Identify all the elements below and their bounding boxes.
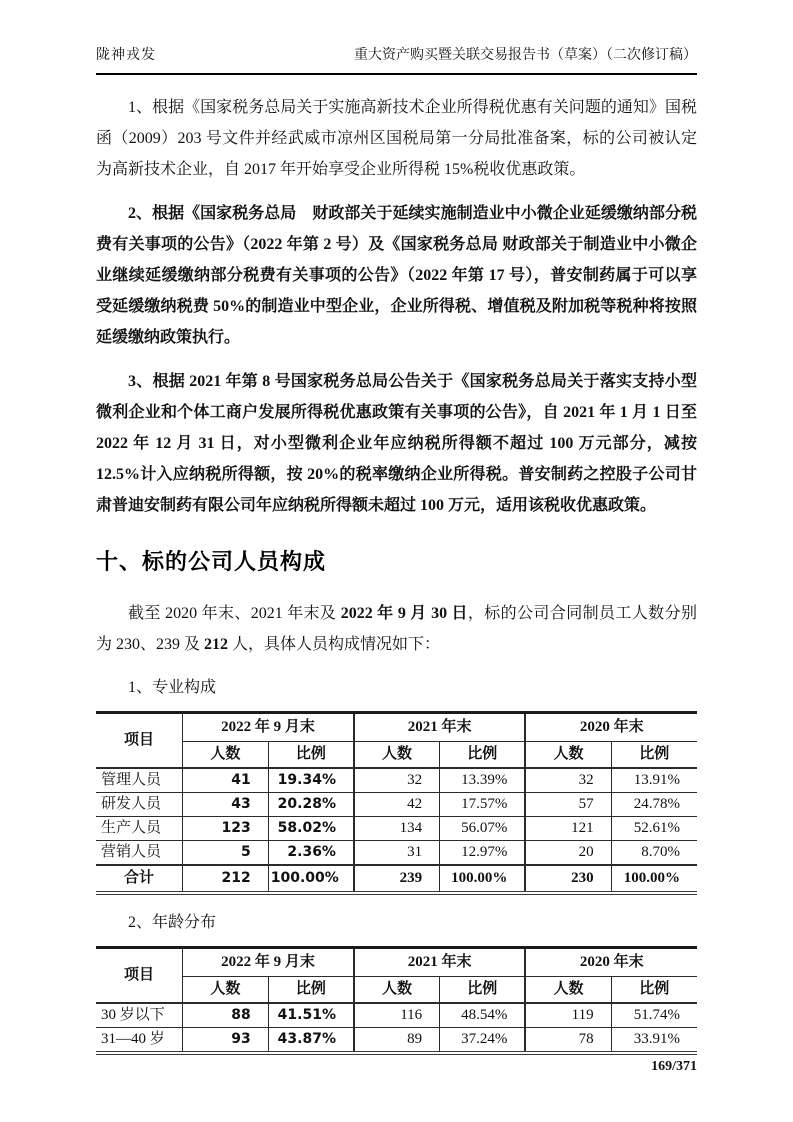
- value-cell: 41.51%: [268, 1003, 354, 1028]
- value-cell: 5: [183, 841, 269, 866]
- header-left-text: 陇神戎发: [96, 48, 156, 63]
- value-cell: 57: [525, 793, 611, 817]
- table-row: [96, 1003, 697, 1028]
- table-row: [96, 793, 697, 817]
- row-label: 31—40 岁: [96, 1028, 183, 1054]
- value-cell: 116: [354, 1003, 440, 1028]
- row-label: 管理人员: [96, 768, 183, 793]
- value-cell: 13.39%: [440, 768, 526, 793]
- value-cell: 56.07%: [440, 817, 526, 841]
- value-cell: 42: [354, 793, 440, 817]
- col-subheader: 人数: [525, 977, 611, 1004]
- value-cell: 88: [183, 1003, 269, 1028]
- value-cell: 17.57%: [440, 793, 526, 817]
- value-cell: 33.91%: [611, 1028, 697, 1054]
- value-cell: 123: [183, 817, 269, 841]
- value-cell: 20: [525, 841, 611, 866]
- col-subheader: 比例: [611, 977, 697, 1004]
- section-heading: 十、标的公司人员构成: [96, 550, 327, 575]
- value-cell: 37.24%: [440, 1028, 526, 1054]
- value-cell: 78: [525, 1028, 611, 1054]
- value-cell: 41: [183, 768, 269, 793]
- paragraph-tax-policy-2: 2、根据《国家税务总局 财政部关于延续实施制造业中小微企业延缓缴纳部分税费有关事项的公告》（2022 年第 2 号）及《国家税务总局 财政部关于制造业中小微企业继续延缓缴纳部分税费有关事项的公告》（2022 年第 17 号），普安制药属于可以享受延缓缴纳税费 50%的制造业中型企业，企业所得税、增值税及附加税等税种将按照延缓缴纳政策执行。: [96, 205, 697, 346]
- age-distribution-table: [96, 946, 697, 1055]
- value-cell: 24.78%: [611, 793, 697, 817]
- text-segment: ，标的公司合同制员工人数分别为 230、239 及: [96, 605, 697, 653]
- value-cell: 121: [525, 817, 611, 841]
- value-cell: 58.02%: [268, 817, 354, 841]
- value-cell: 230: [525, 865, 611, 893]
- table-row: [96, 1028, 697, 1054]
- text-segment: 2022 年 9 月 30 日: [340, 605, 468, 622]
- value-cell: 32: [525, 768, 611, 793]
- value-cell: 12.97%: [440, 841, 526, 866]
- value-cell: 43.87%: [268, 1028, 354, 1054]
- value-cell: 134: [354, 817, 440, 841]
- value-cell: 31: [354, 841, 440, 866]
- row-label: 研发人员: [96, 793, 183, 817]
- header-row-groups: [96, 948, 697, 977]
- row-label: 生产人员: [96, 817, 183, 841]
- col-subheader: 人数: [183, 742, 269, 769]
- col-header-item: 项目: [96, 948, 183, 1004]
- table-head: [96, 948, 697, 1004]
- value-cell: 239: [354, 865, 440, 893]
- col-subheader: 人数: [354, 977, 440, 1004]
- table-row: [96, 817, 697, 841]
- value-cell: 43: [183, 793, 269, 817]
- col-group-header: 2021 年末: [354, 713, 525, 742]
- table-row: [96, 841, 697, 866]
- value-cell: 100.00%: [611, 865, 697, 893]
- value-cell: 19.34%: [268, 768, 354, 793]
- value-cell: 93: [183, 1028, 269, 1054]
- paragraph-tax-policy-3: 3、根据 2021 年第 8 号国家税务总局公告关于《国家税务总局关于落实支持小型微利企业和个体工商户发展所得税优惠政策有关事项的公告》，自 2021 年 1 月 1 日至 2022 年 12 月 31 日，对小型微利企业年应纳税所得额不超过 100 万元部分，减按 12.5%计入应纳税所得额，按 20%的税率缴纳企业所得税。普安制药之控股子公司甘肃普迪安制药有限公司年应纳税所得额未超过 100 万元，适用该税收优惠政策。: [96, 373, 697, 514]
- text-segment: 截至 2020 年末、2021 年末及: [128, 605, 341, 622]
- value-cell: 48.54%: [440, 1003, 526, 1028]
- col-group-header: 2022 年 9 月末: [183, 713, 354, 742]
- col-group-header: 2021 年末: [354, 948, 525, 977]
- table-body: [96, 768, 697, 893]
- col-subheader: 比例: [268, 742, 354, 769]
- col-subheader: 人数: [525, 742, 611, 769]
- text-segment: 212: [204, 636, 229, 653]
- col-group-header: 2020 年末: [525, 713, 697, 742]
- table-row: [96, 768, 697, 793]
- header-row-groups: [96, 713, 697, 742]
- value-cell: 212: [183, 865, 269, 893]
- sub-heading-age: 2、年龄分布: [128, 914, 217, 931]
- value-cell: 13.91%: [611, 768, 697, 793]
- page-header: [96, 46, 697, 75]
- paragraph-tax-policy-1: 1、根据《国家税务总局关于实施高新技术企业所得税优惠有关问题的通知》国税函（2009）203 号文件并经武威市凉州区国税局第一分局批准备案，标的公司被认定为高新技术企业，自 2017 年开始享受企业所得税 15%税收优惠政策。: [96, 99, 697, 178]
- row-label: 营销人员: [96, 841, 183, 866]
- text-segment: 人，具体人员构成情况如下：: [228, 636, 441, 653]
- col-subheader: 人数: [183, 977, 269, 1004]
- col-subheader: 比例: [611, 742, 697, 769]
- col-group-header: 2020 年末: [525, 948, 697, 977]
- value-cell: 119: [525, 1003, 611, 1028]
- table-body: [96, 1003, 697, 1053]
- value-cell: 100.00%: [268, 865, 354, 893]
- page-number: 169/371: [651, 1059, 697, 1074]
- value-cell: 2.36%: [268, 841, 354, 866]
- col-subheader: 人数: [354, 742, 440, 769]
- value-cell: 20.28%: [268, 793, 354, 817]
- sub-heading-profession: 1、专业构成: [128, 679, 217, 696]
- row-label: 合计: [96, 865, 183, 893]
- col-subheader: 比例: [440, 742, 526, 769]
- value-cell: 52.61%: [611, 817, 697, 841]
- value-cell: 8.70%: [611, 841, 697, 866]
- value-cell: 51.74%: [611, 1003, 697, 1028]
- profession-table: [96, 711, 697, 895]
- value-cell: 100.00%: [440, 865, 526, 893]
- value-cell: 89: [354, 1028, 440, 1054]
- col-header-item: 项目: [96, 713, 183, 769]
- header-right-text: 重大资产购买暨关联交易报告书（草案）（二次修订稿）: [354, 48, 697, 63]
- col-subheader: 比例: [268, 977, 354, 1004]
- row-label: 30 岁以下: [96, 1003, 183, 1028]
- table-head: [96, 713, 697, 769]
- col-subheader: 比例: [440, 977, 526, 1004]
- value-cell: 32: [354, 768, 440, 793]
- table-row: [96, 865, 697, 893]
- header-row-subcolumns: [96, 977, 697, 1004]
- col-group-header: 2022 年 9 月末: [183, 948, 354, 977]
- intro-paragraph: [96, 598, 697, 660]
- header-row-subcolumns: [96, 742, 697, 769]
